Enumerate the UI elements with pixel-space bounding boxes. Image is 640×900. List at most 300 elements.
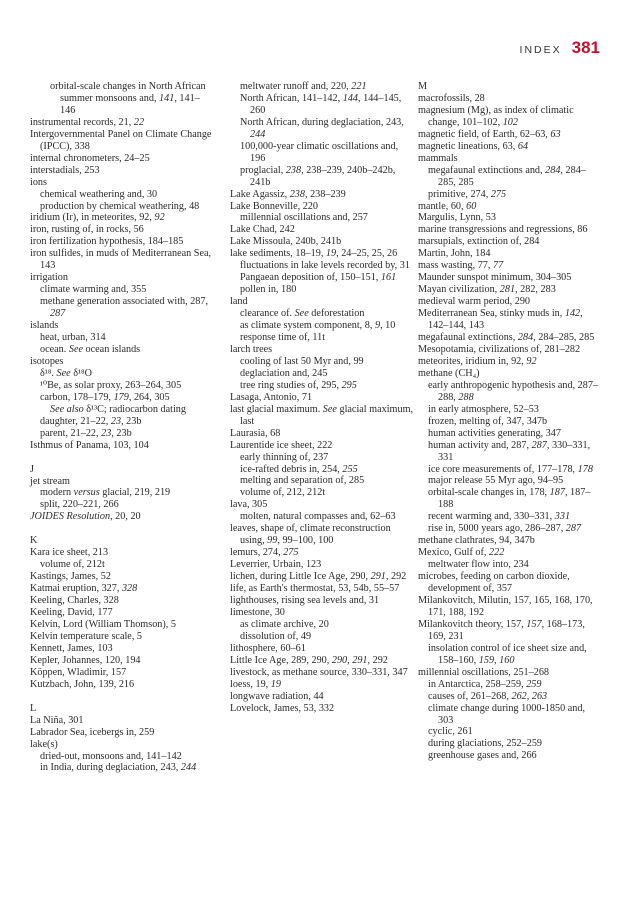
- index-entry: [30, 117, 214, 129]
- entry-text: Lake Missoula, 240b, 241b: [230, 236, 342, 248]
- entry-italic: 287: [531, 439, 547, 451]
- entry-text: iron, rusting of, in rocks, 56: [30, 224, 144, 236]
- index-subentry: [230, 141, 414, 165]
- entry-text: leaves, shape of, climate reconstruction using,: [230, 523, 391, 547]
- index-entry: [30, 655, 214, 667]
- entry-text: islands: [30, 320, 59, 332]
- index-entry: [418, 153, 602, 165]
- index-subentry: [30, 751, 214, 763]
- index-subentry: [230, 475, 414, 487]
- index-entry: [230, 440, 414, 452]
- entry-italic: 222: [489, 547, 505, 559]
- entry-text: dried-out, monsoons and, 141–142: [40, 750, 182, 762]
- entry-italic: See also: [50, 403, 84, 415]
- index-subentry: [30, 189, 214, 201]
- index-entry: [230, 607, 414, 619]
- index-subentry: [230, 260, 414, 272]
- entry-text: isotopes: [30, 355, 64, 367]
- index-entry: [230, 404, 414, 428]
- index-entry: [30, 153, 214, 165]
- entry-text: macrofossils, 28: [418, 92, 485, 104]
- entry-tail: , 10: [380, 320, 396, 332]
- index-entry: [418, 141, 602, 153]
- index-subentry: [230, 368, 414, 380]
- entry-text: methane generation associated with, 287,: [40, 296, 209, 308]
- entry-text: causes of, 261–268,: [428, 690, 512, 702]
- entry-italic: 187: [549, 487, 565, 499]
- index-subentry: [418, 440, 602, 464]
- entry-tail: , 292: [367, 654, 388, 666]
- entry-text: mammals: [418, 152, 458, 164]
- entry-italic: 77: [493, 260, 504, 272]
- index-subentry: [418, 416, 602, 428]
- section-gap: [30, 523, 214, 535]
- entry-text: Kennett, James, 103: [30, 642, 113, 654]
- entry-text: response time of, 11t: [240, 332, 326, 344]
- index-subentry: [230, 356, 414, 368]
- entry-text: cyclic, 261: [428, 726, 473, 738]
- index-entry: [418, 105, 602, 129]
- entry-italic: 262, 263: [511, 690, 548, 702]
- entry-text: methane (CH₄): [418, 367, 480, 379]
- entry-text: Kutzbach, John, 139, 216: [30, 678, 135, 690]
- entry-text: tree ring studies of, 295,: [240, 379, 342, 391]
- entry-italic: 60: [466, 200, 477, 212]
- index-entry: [418, 535, 602, 547]
- entry-text: mass wasting, 77,: [418, 260, 493, 272]
- entry-italic: versus: [73, 487, 100, 499]
- entry-text: livestock, as methane source, 330–331, 347: [230, 666, 408, 678]
- index-entry: [30, 679, 214, 691]
- index-entry: [418, 296, 602, 308]
- index-subentry: [230, 117, 414, 141]
- entry-text: in India, during deglaciation, 243,: [40, 762, 181, 774]
- entry-text: last glacial maximum.: [230, 403, 323, 415]
- index-subentry: [418, 380, 602, 404]
- index-subentry: [418, 511, 602, 523]
- index-entry: [230, 296, 414, 308]
- index-subentry: [418, 165, 602, 189]
- entry-italic: 287: [50, 308, 66, 320]
- entry-tail: ocean islands: [83, 343, 141, 355]
- entry-text: iridium (Ir), in meteorites, 92,: [30, 212, 155, 224]
- entry-italic: 23: [101, 427, 112, 439]
- index-entry: [230, 499, 414, 511]
- index-column-2: [230, 81, 414, 715]
- index-subentry: [30, 332, 214, 344]
- entry-text: North African, 141–142,: [240, 92, 343, 104]
- entry-italic: 92: [526, 355, 537, 367]
- entry-text: ice core measurements of, 177–178,: [428, 463, 578, 475]
- entry-italic: 244: [250, 128, 266, 140]
- entry-tail: , 238–239, 240b–242b, 241b: [250, 164, 396, 188]
- index-entry: [30, 547, 214, 559]
- entry-tail: glacial maximum, last: [240, 403, 414, 427]
- index-entry: [418, 356, 602, 368]
- entry-text: Martin, John, 184: [418, 248, 491, 260]
- entry-text: magnesium (Mg), as index of climatic change, 101–102,: [418, 104, 574, 128]
- entry-text: mantle, 60,: [418, 200, 467, 212]
- index-subentry: [418, 643, 602, 667]
- entry-text: Kelvin, Lord (William Thomson), 5: [30, 618, 176, 630]
- entry-tail: , 238–239: [304, 188, 346, 200]
- entry-tail: glacial, 219, 219: [99, 487, 171, 499]
- entry-text: Maunder sunspot minimum, 304–305: [418, 272, 572, 284]
- index-entry: [30, 272, 214, 284]
- entry-text: in Antarctica, 258–259,: [428, 678, 527, 690]
- entry-text: ¹⁰Be, as solar proxy, 263–264, 305: [40, 379, 182, 391]
- index-entry: [418, 212, 602, 224]
- entry-italic: 244: [180, 762, 197, 774]
- section-letter: K: [30, 535, 38, 547]
- index-column-3: [418, 81, 602, 762]
- entry-text: melting and separation of, 285: [240, 475, 365, 487]
- section-letter: J: [30, 463, 34, 475]
- entry-text: Leverrier, Urbain, 123: [230, 559, 322, 571]
- index-subentry: [418, 750, 602, 762]
- index-subentry: [30, 344, 214, 356]
- entry-text: as climate archive, 20: [240, 618, 329, 630]
- index-subentry: [230, 464, 414, 476]
- entry-tail: , 168–173, 169, 231: [428, 618, 585, 642]
- entry-text: interstadials, 253: [30, 164, 100, 176]
- index-subentry: [418, 726, 602, 738]
- entry-text: Isthmus of Panama, 103, 104: [30, 439, 149, 451]
- entry-text: life, as Earth's thermostat, 53, 54b, 55–57: [230, 583, 400, 595]
- entry-text: split, 220–221, 266: [40, 499, 119, 511]
- entry-text: lighthouses, rising sea levels and, 31: [230, 594, 380, 606]
- section-letter: L: [30, 702, 37, 714]
- index-entry: [30, 595, 214, 607]
- entry-text: medieval warm period, 290: [418, 296, 531, 308]
- index-subentry: [418, 703, 602, 727]
- entry-italic: 331: [554, 511, 571, 523]
- entry-text: production by chemical weathering, 48: [40, 200, 200, 212]
- entry-tail: , 99–100, 100: [277, 535, 334, 547]
- entry-text: Lovelock, James, 53, 332: [230, 702, 335, 714]
- entry-text: recent warming and, 330–331,: [428, 511, 555, 523]
- entry-text: North African, during deglaciation, 243,: [240, 116, 404, 128]
- entry-text: daughter, 21–22,: [40, 415, 111, 427]
- entry-text: δ¹⁸.: [40, 367, 57, 379]
- entry-italic: 102: [502, 116, 518, 128]
- index-entry: [30, 631, 214, 643]
- entry-text: jet stream: [30, 475, 70, 487]
- index-entry: [230, 703, 414, 715]
- index-subentry: [418, 428, 602, 440]
- entry-text: microbes, feeding on carbon dioxide, development of, 357: [418, 571, 570, 595]
- index-entry: [30, 476, 214, 488]
- index-entry: [30, 248, 214, 272]
- index-entry: [230, 547, 414, 559]
- entry-text: loess, 19,: [230, 678, 271, 690]
- entry-text: Mexico, Gulf of,: [418, 547, 490, 559]
- index-subentry: [230, 487, 414, 499]
- entry-text: millennial oscillations, 251–268: [418, 666, 550, 678]
- index-entry: [418, 260, 602, 272]
- entry-text: Lake Bonneville, 220: [230, 200, 318, 212]
- entry-text: insolation control of ice sheet size and, 158–160,: [428, 642, 587, 666]
- index-entry: [30, 715, 214, 727]
- entry-text: Little Ice Age, 289, 290,: [230, 654, 332, 666]
- entry-text: dissolution of, 49: [240, 630, 312, 642]
- entry-text: Pangaean deposition of, 150–151,: [240, 272, 381, 284]
- entry-text: during glaciations, 252–259: [428, 738, 543, 750]
- entry-text: parent, 21–22,: [40, 427, 102, 439]
- entry-text: irrigation: [30, 272, 68, 284]
- entry-text: ions: [30, 176, 47, 188]
- entry-italic: 161: [380, 272, 397, 284]
- entry-tail: δ¹⁸O: [70, 367, 92, 379]
- entry-italic: 9: [374, 320, 381, 332]
- index-entry: [30, 583, 214, 595]
- index-subentry: [230, 93, 414, 117]
- entry-text: methane clathrates, 94, 347b: [418, 535, 535, 547]
- entry-text: Keeling, Charles, 328: [30, 595, 119, 607]
- entry-text: megafaunal extinctions and,: [428, 164, 546, 176]
- index-entry: [418, 344, 602, 356]
- entry-text: orbital-scale changes in, 178,: [428, 487, 550, 499]
- entry-tail: , 141–146: [60, 92, 200, 116]
- index-entry: [30, 511, 214, 523]
- index-entry: [30, 619, 214, 631]
- index-subentry: [30, 762, 214, 774]
- index-entry: [418, 129, 602, 141]
- index-entry: [30, 571, 214, 583]
- entry-italic: 255: [342, 463, 358, 475]
- entry-italic: 64: [517, 140, 529, 152]
- index-subentry: [230, 212, 414, 224]
- index-entry: [30, 643, 214, 655]
- entry-text: proglacial,: [240, 164, 286, 176]
- entry-italic: 19: [325, 248, 337, 260]
- index-subentry: [418, 475, 602, 487]
- entry-text: heat, urban, 314: [40, 332, 106, 344]
- entry-tail: , 284–285, 285: [438, 164, 586, 188]
- index-entry: [230, 667, 414, 679]
- entry-text: Milankovitch theory, 157,: [418, 618, 527, 630]
- entry-text: in early atmosphere, 52–53: [428, 403, 539, 415]
- entry-italic: See: [68, 343, 83, 355]
- index-entry: [30, 356, 214, 368]
- index-entry: [230, 583, 414, 595]
- entry-italic: 63: [550, 128, 561, 140]
- entry-text: deglaciation and, 245: [240, 367, 328, 379]
- index-subentry: [230, 165, 414, 189]
- entry-italic: 259: [526, 678, 542, 690]
- index-entry: [418, 248, 602, 260]
- entry-tail: δ¹³C; radiocarbon dating: [83, 403, 186, 415]
- entry-text: Laurasia, 68: [230, 427, 281, 439]
- index-subentry: [418, 464, 602, 476]
- entry-text: Lasaga, Antonio, 71: [230, 391, 313, 403]
- entry-text: magnetic lineations, 63,: [418, 140, 518, 152]
- index-entry: [418, 332, 602, 344]
- entry-italic: 141: [159, 92, 175, 104]
- index-entry: [30, 440, 214, 452]
- entry-tail: , 187–188: [438, 487, 591, 511]
- index-entry: [418, 368, 602, 380]
- index-subentry: [30, 380, 214, 392]
- index-subentry: [418, 523, 602, 535]
- entry-italic: 99: [267, 535, 278, 547]
- entry-italic: 287: [565, 523, 582, 535]
- entry-text: marine transgressions and regressions, 86: [418, 224, 588, 236]
- entry-italic: 291: [370, 571, 386, 583]
- index-subentry: [30, 201, 214, 213]
- index-subentry: [230, 511, 414, 523]
- entry-italic: 23: [110, 415, 122, 427]
- entry-text: Köppen, Wladimir, 157: [30, 666, 127, 678]
- entry-italic: 178: [577, 463, 593, 475]
- entry-text: Kelvin temperature scale, 5: [30, 630, 143, 642]
- entry-text: climate warming and, 355: [40, 284, 147, 296]
- index-entry: [418, 619, 602, 643]
- entry-text: iron sulfides, in muds of Mediterranean Sea, 143: [30, 248, 212, 272]
- entry-tail: , 292: [385, 571, 407, 583]
- entry-text: limestone, 30: [230, 606, 285, 618]
- entry-italic: 92: [154, 212, 165, 224]
- index-entry: [30, 177, 214, 189]
- index-entry: [230, 595, 414, 607]
- entry-italic: See: [294, 308, 309, 320]
- index-subentry: [418, 691, 602, 703]
- entry-text: larch trees: [230, 343, 273, 355]
- index-entry: [230, 679, 414, 691]
- page-number: 381: [571, 38, 600, 57]
- index-entry: [230, 428, 414, 440]
- entry-text: longwave radiation, 44: [230, 690, 324, 702]
- entry-text: Labrador Sea, icebergs in, 259: [30, 726, 155, 738]
- entry-text: fluctuations in lake levels recorded by, 31: [240, 260, 410, 272]
- index-entry: [230, 691, 414, 703]
- entry-italic: 295: [341, 379, 357, 391]
- index-entry: [418, 308, 602, 332]
- entry-text: pollen in, 180: [240, 284, 297, 296]
- entry-text: clearance of.: [240, 308, 295, 320]
- index-entry: [418, 547, 602, 559]
- entry-italic: 179: [113, 391, 129, 403]
- entry-text: frozen, melting of, 347, 347b: [428, 415, 548, 427]
- index-label: INDEX: [519, 44, 562, 56]
- entry-italic: 284: [545, 164, 561, 176]
- entry-text: Intergovernmental Panel on Climate Change (IPCC), 338: [30, 128, 212, 152]
- entry-italic: See: [322, 403, 337, 415]
- entry-italic: 328: [121, 583, 138, 595]
- index-entry: [30, 667, 214, 679]
- entry-italic: 19: [270, 678, 281, 690]
- index-entry: [230, 344, 414, 356]
- index-subentry: [30, 284, 214, 296]
- index-subentry: [230, 619, 414, 631]
- index-subentry: [230, 284, 414, 296]
- entry-text: iron fertilization hypothesis, 184–185: [30, 236, 184, 248]
- index-entry: [418, 595, 602, 619]
- entry-text: lake sediments, 18–19,: [230, 248, 326, 260]
- entry-text: primitive, 274,: [428, 188, 491, 200]
- entry-tail: , 282, 283: [515, 284, 556, 296]
- entry-text: lava, 305: [230, 499, 268, 511]
- index-subentry: [30, 499, 214, 511]
- section-gap: [30, 452, 214, 464]
- entry-italic: 284: [517, 332, 534, 344]
- index-entry: [30, 236, 214, 248]
- index-subentry: [30, 559, 214, 571]
- index-entry: [30, 165, 214, 177]
- index-entry: [230, 201, 414, 213]
- index-entry: [30, 739, 214, 751]
- index-subentry: [30, 392, 214, 404]
- index-subentry: [418, 738, 602, 750]
- entry-text: cooling of last 50 Myr and, 99: [240, 355, 364, 367]
- entry-text: Mesopotamia, civilizations of, 281–282: [418, 343, 581, 355]
- index-entry: [230, 559, 414, 571]
- entry-text: ice-rafted debris in, 254,: [240, 463, 343, 475]
- entry-text: molten, natural compasses and, 62–63: [240, 511, 396, 523]
- entry-text: Lake Agassiz,: [230, 188, 290, 200]
- index-subentry: [30, 404, 214, 416]
- index-subentry: [30, 296, 214, 320]
- index-entry: [230, 392, 414, 404]
- entry-tail: deforestation: [308, 308, 365, 320]
- entry-text: instrumental records, 21,: [30, 116, 134, 128]
- entry-text: megafaunal extinctions,: [418, 332, 518, 344]
- index-subentry: [230, 332, 414, 344]
- entry-italic: 22: [133, 116, 145, 128]
- entry-text: climate change during 1000-1850 and, 303: [428, 702, 586, 726]
- index-subentry: [418, 189, 602, 201]
- index-subentry: [230, 272, 414, 284]
- index-entry: [230, 523, 414, 547]
- entry-text: Kastings, James, 52: [30, 571, 111, 583]
- entry-text: ocean.: [40, 343, 69, 355]
- index-subentry: [418, 404, 602, 416]
- entry-tail: , 330–331, 331: [438, 439, 591, 463]
- entry-italic: 281: [499, 284, 516, 296]
- entry-text: as climate system component, 8,: [240, 320, 375, 332]
- entry-text: early thinning of, 237: [240, 451, 329, 463]
- index-subentry: [418, 487, 602, 511]
- entry-italic: 221: [351, 81, 367, 92]
- index-subentry: [230, 380, 414, 392]
- entry-italic: 238: [285, 164, 302, 176]
- entry-text: Lake Chad, 242: [230, 224, 295, 236]
- index-subentry: [230, 308, 414, 320]
- entry-text: rise in, 5000 years ago, 286–287,: [428, 523, 566, 535]
- index-entry: [30, 212, 214, 224]
- entry-text: 100,000-year climatic oscillations and, 196: [240, 140, 399, 164]
- entry-text: Milankovitch, Milutin, 157, 165, 168, 170, 171, 188, 192: [418, 594, 593, 618]
- entry-text: meltwater runoff and, 220,: [240, 81, 352, 92]
- entry-tail: , 20, 20: [110, 511, 141, 523]
- entry-text: lichen, during Little Ice Age, 290,: [230, 571, 371, 583]
- index-entry: [30, 607, 214, 619]
- entry-text: Kara ice sheet, 213: [30, 547, 109, 559]
- entry-text: Kepler, Johannes, 120, 194: [30, 654, 141, 666]
- entry-italic: 159, 160: [478, 654, 515, 666]
- index-subentry: [230, 452, 414, 464]
- entry-text: Margulis, Lynn, 53: [418, 212, 496, 224]
- index-subentry: [30, 368, 214, 380]
- entry-italic: JOIDES Resolution: [30, 511, 111, 523]
- entry-italic: 144: [342, 92, 358, 104]
- entry-text: human activities generating, 347: [428, 427, 561, 439]
- index-entry: [418, 236, 602, 248]
- section-gap: [30, 691, 214, 703]
- index-column-1: [30, 81, 214, 774]
- entry-text: land: [230, 296, 248, 308]
- entry-text: modern: [40, 487, 74, 499]
